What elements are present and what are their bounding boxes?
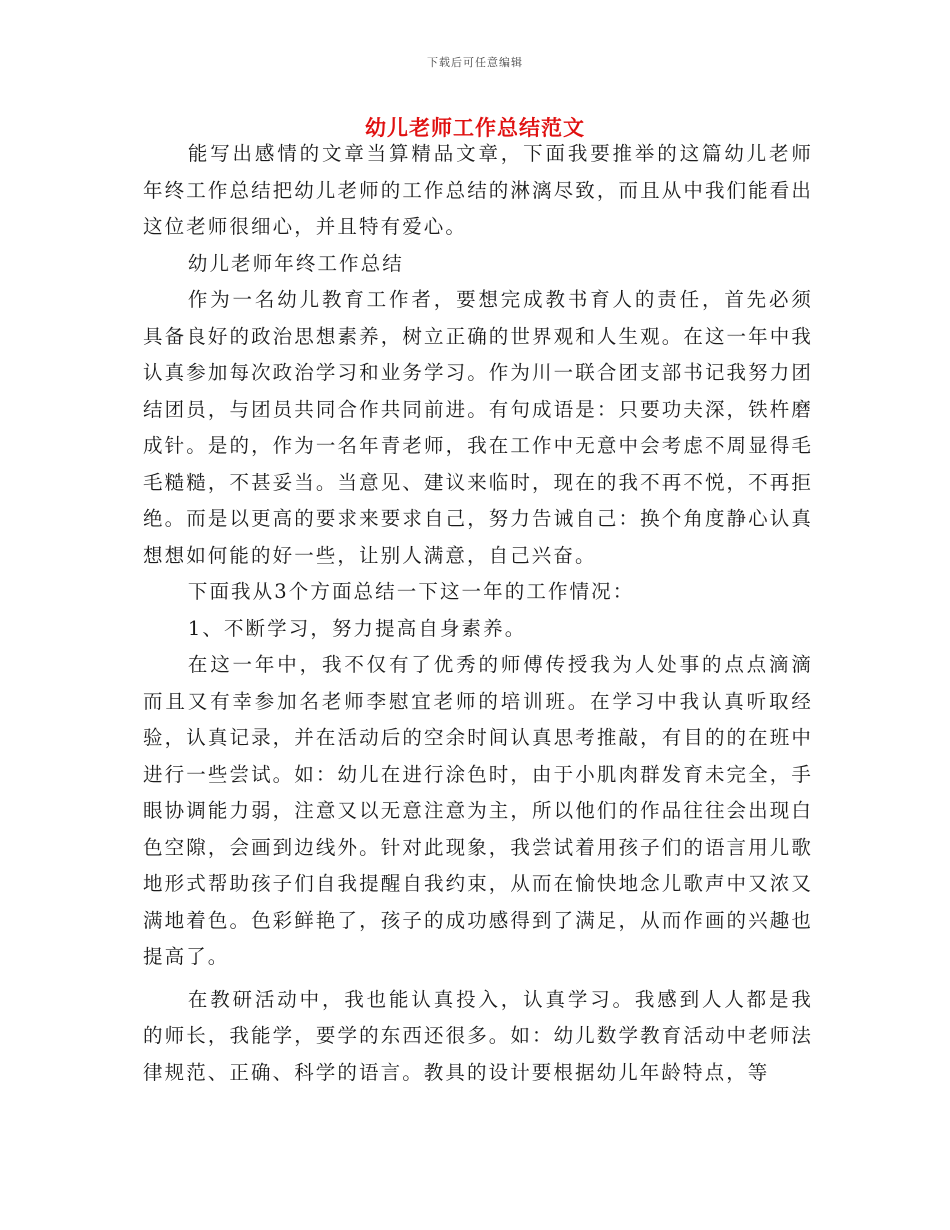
body-paragraph: 在这一年中，我不仅有了优秀的师傅传授我为人处事的点点滴滴而且又有幸参加名老师李慰宜老师的培训班。在学习中我认真听取经验，认真记录，并在活动后的空余时间认真思考推敲，有目的的在班中进行一些尝试。如：幼儿在进行涂色时，由于小肌肉群发育未完全，手眼协调能力弱，注意又以无意注意为主，所以他们的作品往往会出现白色空隙，会画到边线外。针对此现象，我尝试着用孩子们的语言用儿歌地形式帮助孩子们自我提醒自我约束，从而在愉快地念儿歌声中又浓又满地着色。色彩鲜艳了，孩子的成功感得到了满足，从而作画的兴趣也提高了。: [143, 653, 813, 968]
page-header-note: 下载后可任意编辑: [427, 56, 523, 69]
point-heading: 1、不断学习，努力提高自身素养。: [187, 616, 527, 640]
document-body: [143, 136, 813, 1091]
intro-paragraph: 能写出感情的文章当算精品文章，下面我要推举的这篇幼儿老师年终工作总结把幼儿老师的工作总结的淋漓尽致，而且从中我们能看出这位老师很细心，并且特有爱心。: [143, 142, 813, 238]
body-paragraph: 在教研活动中，我也能认真投入，认真学习。我感到人人都是我的师长，我能学，要学的东西还很多。如：幼儿数学教育活动中老师法律规范、正确、科学的语言。教具的设计要根据幼儿年龄特点，等: [143, 987, 813, 1084]
summary-intro-paragraph: 下面我从3个方面总结一下这一年的工作情况：: [187, 580, 635, 603]
document-title: 幼儿老师工作总结范文: [365, 116, 585, 140]
section-heading: 幼儿老师年终工作总结: [187, 251, 404, 275]
body-paragraph: 作为一名幼儿教育工作者，要想完成教书育人的责任，首先必须具备良好的政治思想素养，树立正确的世界观和人生观。在这一年中我认真参加每次政治学习和业务学习。作为川一联合团支部书记我努力团结团员，与团员共同合作共同前进。有句成语是：只要功夫深，铁杵磨成针。是的，作为一名年青老师，我在工作中无意中会考虑不周显得毛毛糙糙，不甚妥当。当意见、建议来临时，现在的我不再不悦，不再拒绝。而是以更高的要求来要求自己，努力告诫自己：换个角度静心认真想想如何能的好一些，让别人满意，自己兴奋。: [143, 288, 813, 567]
